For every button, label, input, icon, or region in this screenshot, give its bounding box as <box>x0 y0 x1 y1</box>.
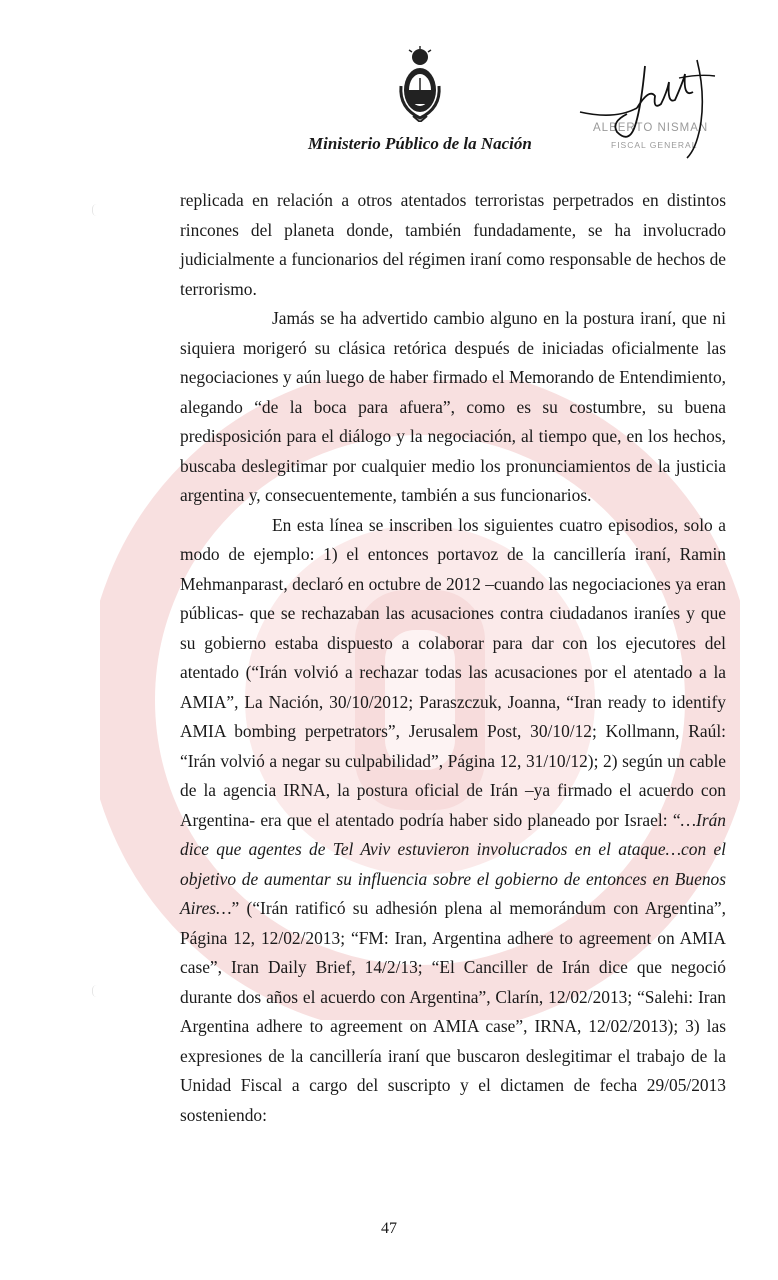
italic-quote: …Irán dice que agentes de Tel Aviv estuvieron involucrados en el ataque…con el objetivo de aumentar su influencia sobre el gobierno de entonces en Buenos Aires… <box>180 809 726 918</box>
scan-edge-mark <box>92 985 101 997</box>
document-body <box>180 186 726 1130</box>
paragraph: replicada en relación a otros atentados terroristas perpetrados en distintos rincones del planeta donde, también fundadamente, se ha involucrado judicialmente a funcionarios del régimen iraní como responsable de hechos de terrorismo. <box>180 190 726 299</box>
paragraph-text: ” (“Irán ratificó su adhesión plena al memorándum con Argentina”, Página 12, 12/02/2013; “FM: Iran, Argentina adhere to agreement on AMIA case”, Iran Daily Brief, 14/2/13; “El Canciller de Irán dice que negoció durante dos años el acuerdo con Argentina”, Clarín, 12/02/2013; “Salehi: Iran Argentina adhere to agreement on AMIA case”, IRNA, 12/02/2013); 3) las expresiones de la cancillería iraní que buscaron deslegitimar el trabajo de la Unidad Fiscal a cargo del suscripto y el dictamen de fecha 29/05/2013 sosteniendo: <box>180 898 726 1125</box>
page-number: 47 <box>381 1220 397 1237</box>
ministry-title: Ministerio Público de la Nación <box>308 134 532 153</box>
paragraph-text: En esta línea se inscriben los siguientes cuatro episodios, solo a modo de ejemplo: 1) el entonces portavoz de la cancillería iraní, Ramin Mehmanparast, declaró en octubre de 2012 –cuando las negociaciones ya eran públicas- que se rechazaban las acusaciones contra ciudadanos iraníes y que su gobierno estaba dispuesto a colaborar para dar con los ejecutores del atentado (“Irán volvió a rechazar todas las acusaciones por el atentado a la AMIA”, La Nación, 30/10/2012; Paraszczuk, Joanna, “Iran ready to identify AMIA bombing perpetrators”, Jerusalem Post, 30/10/12; Kollmann, Raúl: “Irán volvió a negar su culpabilidad”, Página 12, 31/10/12); 2) según un cable de la agencia IRNA, la postura oficial de Irán –ya firmado el acuerdo con Argentina- era que el atentado podría haber sido planeado por Israel: “ <box>180 514 726 830</box>
paragraph: Jamás se ha advertido cambio alguno en la postura iraní, que ni siquiera morigeró su clásica retórica después de iniciadas oficialmente las negociaciones y aún luego de haber firmado el Memorando de Entendimiento, alegando “de la boca para afuera”, como es su costumbre, su buena predisposición para el diálogo y la negociación, al tiempo que, en los hechos, buscaba deslegitimar por cualquier medio los pronunciamientos de la justicia argentina y, consecuentemente, también a sus funcionarios. <box>180 308 726 505</box>
prosecutor-stamp <box>575 52 725 162</box>
argentine-coat-of-arms-icon <box>395 46 445 122</box>
paragraph <box>180 511 726 1131</box>
stamp-title: FISCAL GENERAL <box>611 140 698 150</box>
handwritten-signature-icon <box>575 52 725 162</box>
stamp-name: ALBERTO NISMAN <box>593 122 709 134</box>
page-header <box>0 0 778 180</box>
scan-edge-mark <box>92 204 101 216</box>
